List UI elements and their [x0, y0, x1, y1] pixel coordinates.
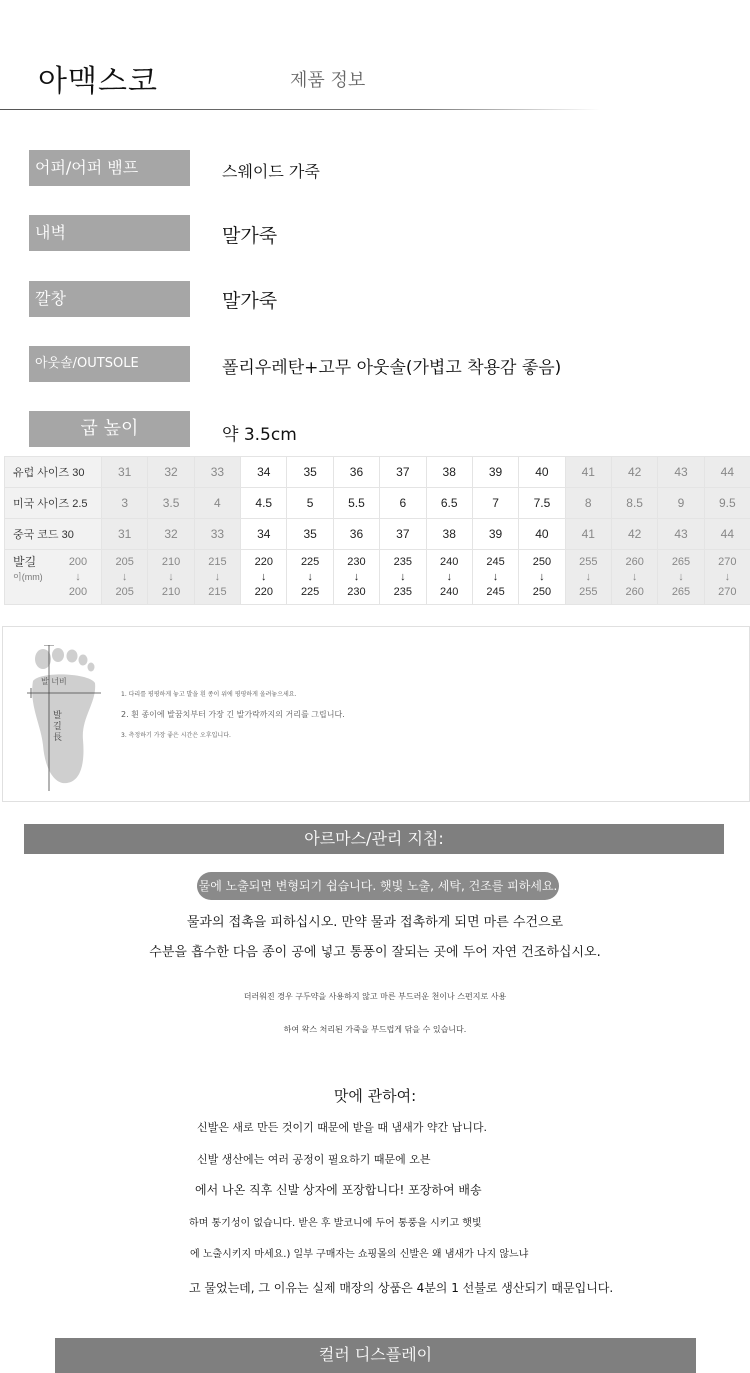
- length-arrow: ↓: [261, 570, 267, 583]
- length-arrow: ↓: [631, 570, 638, 583]
- length-value: 240: [440, 555, 459, 568]
- size-cell: 8.5: [611, 488, 657, 519]
- smell-line-3: 에서 나온 직후 신발 상자에 포장합니다! 포장하여 배송: [195, 1183, 482, 1197]
- size-cell: 34: [241, 457, 287, 488]
- size-cell: 44: [704, 519, 750, 550]
- length-cell: [241, 550, 287, 605]
- length-cell: [658, 550, 704, 605]
- size-row-length: [5, 550, 750, 605]
- size-cell: 44: [704, 457, 750, 488]
- spec-value-outsole: 폴리우레탄+고무 아웃솔(가볍고 착용감 좋음): [222, 358, 562, 378]
- length-value: 245: [486, 555, 505, 568]
- smell-line-6: 고 물었는데, 그 이유는 실제 매장의 상품은 4분의 1 선불로 생산되기 때문입니다.: [189, 1281, 614, 1295]
- size-cell: 33: [194, 519, 240, 550]
- length-cell: [426, 550, 472, 605]
- length-arrow: ↓: [539, 570, 545, 583]
- size-cell: 38: [426, 519, 472, 550]
- size-cell: 6.5: [426, 488, 472, 519]
- smell-line-2: 신발 생산에는 여러 공정이 필요하기 때문에 오븐: [197, 1153, 431, 1166]
- header-subtitle: 제품 정보: [290, 70, 366, 91]
- length-arrow: ↓: [492, 570, 499, 583]
- length-cell: [194, 550, 240, 605]
- foot-outline-icon: [19, 645, 109, 795]
- size-cell: 42: [611, 519, 657, 550]
- size-cell: 35: [287, 519, 333, 550]
- size-row-label: 중국 코드 30: [5, 519, 102, 550]
- size-cell: 7: [472, 488, 518, 519]
- length-arrow: ↓: [307, 570, 313, 583]
- length-value: 245: [486, 585, 505, 598]
- length-value: 220: [254, 585, 273, 598]
- size-cell: 32: [148, 519, 194, 550]
- length-value: 230: [347, 585, 366, 598]
- length-value: 260: [625, 585, 644, 598]
- length-arrow: ↓: [446, 570, 452, 583]
- size-cell: 43: [658, 457, 704, 488]
- length-value: 265: [671, 555, 691, 568]
- size-cell: 39: [472, 519, 518, 550]
- length-arrow: ↓: [214, 570, 221, 583]
- spec-label-heel: 굽 높이: [29, 411, 190, 447]
- measure-step-1: 1. 다리를 평평하게 놓고 발을 흰 종이 위에 평평하게 올려놓으세요.: [121, 691, 297, 698]
- color-display-banner: 컬러 디스플레이: [55, 1338, 696, 1373]
- spec-value-lining: 말가죽: [222, 225, 278, 247]
- length-arrow: ↓: [75, 570, 81, 583]
- length-cell: [380, 550, 426, 605]
- care-warning-pill: 물에 노출되면 변형되기 쉽습니다. 햇빛 노출, 세탁, 건조를 피하세요.: [197, 872, 559, 900]
- length-cell: [704, 550, 750, 605]
- size-cell: 33: [194, 457, 240, 488]
- length-value: 230: [347, 555, 366, 568]
- size-cell: 8: [565, 488, 611, 519]
- length-arrow: ↓: [121, 570, 128, 583]
- length-arrow: ↓: [353, 570, 360, 583]
- measure-step-3: 3. 측정하기 가장 좋은 시간은 오후입니다.: [121, 732, 231, 739]
- foot-length-label: 발 길 長: [53, 711, 63, 743]
- size-cell: 34: [241, 519, 287, 550]
- spec-value-insole: 말가죽: [222, 290, 278, 312]
- length-value: 270: [718, 555, 737, 568]
- spec-label-lining: 내벽: [29, 215, 190, 251]
- length-arrow: ↓: [678, 570, 684, 583]
- spec-label-upper: 어퍼/어퍼 뱀프: [29, 150, 190, 186]
- size-table: [4, 456, 750, 605]
- size-row: [5, 488, 750, 519]
- size-row: [5, 519, 750, 550]
- size-cell: 9.5: [704, 488, 750, 519]
- care-line-3: 더러워진 경우 구두약을 사용하지 않고 마른 부드러운 천이나 스펀지로 사용: [243, 992, 507, 1001]
- length-cell: [333, 550, 379, 605]
- size-row-label: 유럽 사이즈 30: [5, 457, 102, 488]
- length-value: 215: [208, 555, 227, 568]
- size-cell: 40: [519, 519, 565, 550]
- care-line-4: 하여 왁스 처리된 가죽을 부드럽게 닦을 수 있습니다.: [283, 1025, 467, 1034]
- smell-line-4: 하며 통기성이 없습니다. 받은 후 발코니에 두어 통풍을 시키고 햇빛: [189, 1218, 482, 1229]
- size-cell: 38: [426, 457, 472, 488]
- smell-title: 맛에 관하여:: [333, 1087, 417, 1105]
- size-cell: 3: [102, 488, 148, 519]
- length-row-label: [5, 550, 102, 605]
- length-value: 265: [671, 585, 691, 598]
- length-value: 205: [115, 585, 134, 598]
- brand-title: 아맥스코: [38, 64, 158, 99]
- size-cell: 40: [519, 457, 565, 488]
- size-cell: 39: [472, 457, 518, 488]
- length-value: 235: [393, 585, 413, 598]
- length-arrow: ↓: [724, 570, 731, 583]
- size-cell: 41: [565, 519, 611, 550]
- length-cell: [287, 550, 333, 605]
- length-value: 255: [579, 585, 598, 598]
- length-value: 250: [532, 555, 552, 568]
- size-cell: 37: [380, 457, 426, 488]
- length-cell: [611, 550, 657, 605]
- length-value: 225: [300, 585, 320, 598]
- size-cell: 31: [102, 457, 148, 488]
- length-value: 210: [161, 585, 181, 598]
- length-unit: 이(mm): [13, 571, 43, 582]
- size-cell: 37: [380, 519, 426, 550]
- size-cell: 43: [658, 519, 704, 550]
- length-arrow: ↓: [400, 570, 406, 583]
- size-cell: 42: [611, 457, 657, 488]
- length-value: 250: [532, 585, 552, 598]
- spec-label-insole: 깔창: [29, 281, 190, 317]
- measure-guide: [2, 626, 750, 802]
- length-value: 215: [208, 585, 227, 598]
- length-value: 225: [300, 555, 320, 568]
- length-cell: [148, 550, 194, 605]
- length-cell: [472, 550, 518, 605]
- size-cell: 36: [333, 519, 379, 550]
- size-cell: 7.5: [519, 488, 565, 519]
- length-label: 발길: [13, 554, 37, 569]
- size-cell: 31: [102, 519, 148, 550]
- length-cell: [519, 550, 565, 605]
- length-value: 255: [579, 555, 598, 568]
- size-row-label: 미국 사이즈 2.5: [5, 488, 102, 519]
- length-cell: [102, 550, 148, 605]
- length-value: 205: [115, 555, 134, 568]
- spec-value-upper: 스웨이드 가죽: [222, 162, 320, 181]
- smell-line-5: 에 노출시키지 마세요.) 일부 구매자는 쇼핑몰의 신발은 왜 냄새가 나지 않느냐: [190, 1249, 529, 1260]
- size-cell: 4.5: [241, 488, 287, 519]
- size-cell: 36: [333, 457, 379, 488]
- spec-value-heel: 약 3.5cm: [222, 425, 297, 445]
- size-cell: 41: [565, 457, 611, 488]
- length-value: 270: [718, 585, 737, 598]
- length-value: 210: [161, 555, 181, 568]
- length-arrow: ↓: [168, 570, 174, 583]
- care-line-1: 물과의 접촉을 피하십시오. 만약 물과 접촉하게 되면 마른 수건으로: [186, 915, 564, 930]
- size-cell: 32: [148, 457, 194, 488]
- care-banner: 아르마스/관리 지침:: [24, 824, 724, 854]
- size-cell: 5.5: [333, 488, 379, 519]
- size-cell: 5: [287, 488, 333, 519]
- length-value: 235: [393, 555, 413, 568]
- spec-label-outsole: 아웃솔/OUTSOLE: [29, 346, 190, 382]
- size-cell: 9: [658, 488, 704, 519]
- size-cell: 3.5: [148, 488, 194, 519]
- size-row: [5, 457, 750, 488]
- care-line-2: 수분을 흡수한 다음 종이 공에 넣고 통풍이 잘되는 곳에 두어 자연 건조하십시오.: [149, 945, 601, 960]
- length-value: 220: [254, 555, 273, 568]
- foot-width-label: 발 너비: [41, 677, 67, 686]
- size-cell: 6: [380, 488, 426, 519]
- length-value: 200: [68, 585, 88, 598]
- length-value: 260: [625, 555, 644, 568]
- length-value: 200: [68, 555, 88, 568]
- measure-step-2: 2. 흰 종이에 발꿈치부터 가장 긴 발가락까지의 거리를 그립니다.: [121, 710, 345, 719]
- length-cell: [565, 550, 611, 605]
- size-cell: 4: [194, 488, 240, 519]
- length-value: 240: [440, 585, 459, 598]
- length-arrow: ↓: [585, 570, 592, 583]
- header-divider: [0, 109, 600, 110]
- smell-line-1: 신발은 새로 만든 것이기 때문에 받을 때 냄새가 약간 납니다.: [197, 1121, 487, 1134]
- size-cell: 35: [287, 457, 333, 488]
